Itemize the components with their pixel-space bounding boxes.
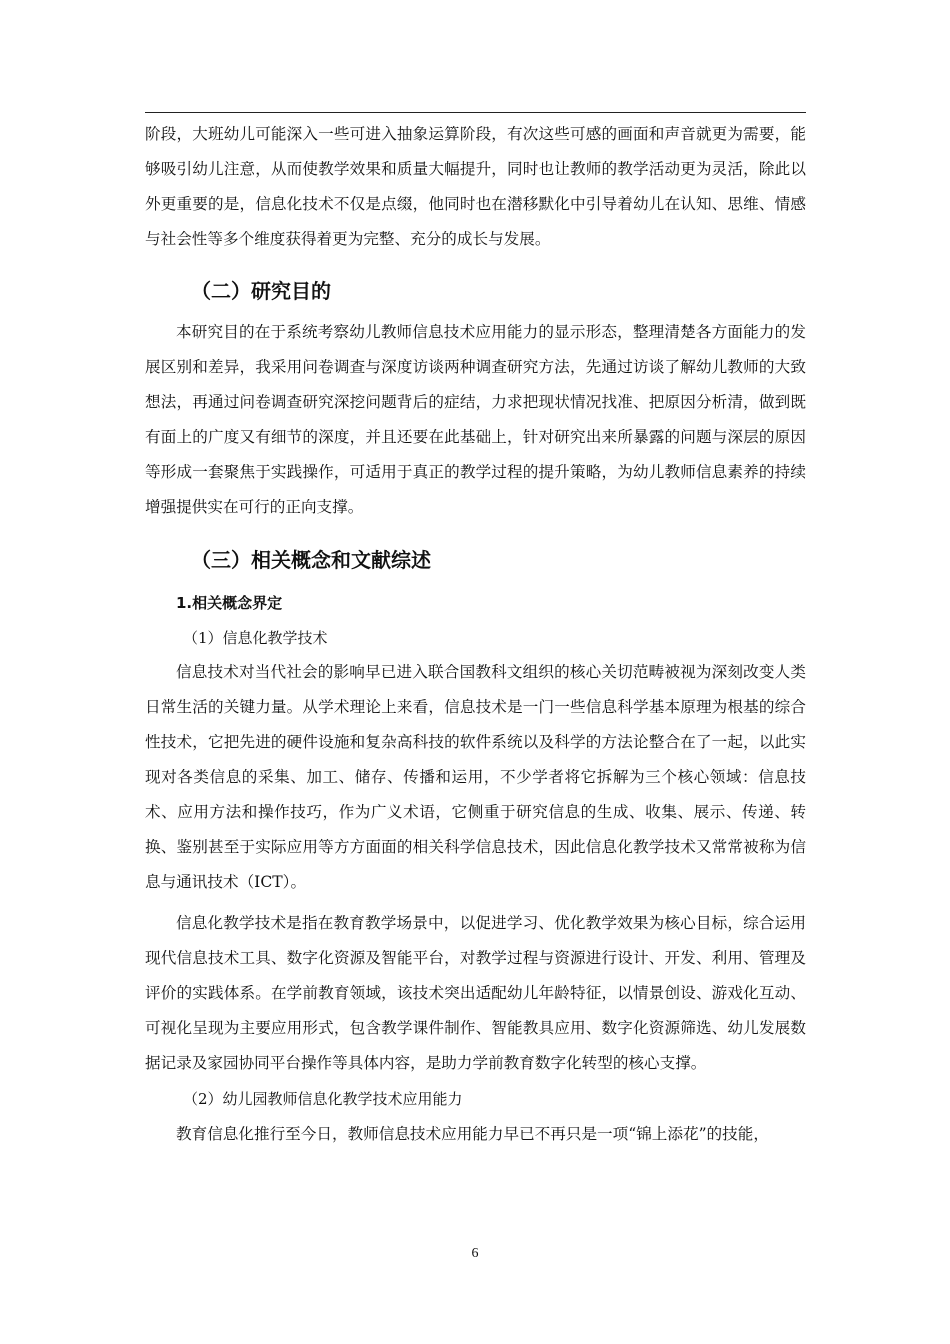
subheading-info-teaching-tech: （1）信息化教学技术 [183,629,328,647]
page-body [145,117,806,1152]
paragraph-3: 信息技术对当代社会的影响早已进入联合国教科文组织的核心关切范畴被视为深刻改变人类日常生活的关键力量。从学术理论上来看，信息技术是一门一些信息科学基本原理为根基的综合性技术，它把先进的硬件设施和复杂高科技的软件系统以及科学的方法论整合在了一起，以此实现对各类信息的采集、加工、储存、传播和运用，不少学者将它拆解为三个核心领域：信息技术、应用方法和操作技巧，作为广义术语，它侧重于研究信息的生成、收集、展示、传递、转换、鉴别甚至于实际应用等方方面面的相关科学信息技术，因此信息化教学技术又常常被称为信息与通讯技术（ICT）。 [145,663,806,891]
paragraph-4: 信息化教学技术是指在教育教学场景中，以促进学习、优化教学效果为核心目标，综合运用现代信息技术工具、数字化资源及智能平台，对教学过程与资源进行设计、开发、利用、管理及评价的实践体系。在学前教育领域，该技术突出适配幼儿年龄特征，以情景创设、游戏化互动、可视化呈现为主要应用形式，包含教学课件制作、智能教具应用、数字化资源筛选、幼儿发展数据记录及家园协同平台操作等具体内容，是助力学前教育数字化转型的核心支撑。 [145,914,806,1072]
paragraph-1: 阶段，大班幼儿可能深入一些可进入抽象运算阶段，有次这些可感的画面和声音就更为需要，能够吸引幼儿注意，从而使教学效果和质量大幅提升，同时也让教师的教学活动更为灵活，除此以外更重要的是，信息化技术不仅是点缀，他同时也在潜移默化中引导着幼儿在认知、思维、情感与社会性等多个维度获得着更为完整、充分的成长与发展。 [145,125,806,248]
subheading-teacher-ability: （2）幼儿园教师信息化教学技术应用能力 [183,1090,463,1108]
heading-research-goal: （二）研究目的 [191,279,331,303]
header-rule [145,112,806,113]
page-number: 6 [471,1246,479,1261]
heading-concepts-review: （三）相关概念和文献综述 [191,548,431,572]
heading-concept-definition: 1.相关概念界定 [176,594,283,612]
paragraph-5: 教育信息化推行至今日，教师信息技术应用能力早已不再只是一项“锦上添花”的技能， [176,1125,769,1143]
paragraph-2: 本研究目的在于系统考察幼儿教师信息技术应用能力的显示形态，整理清楚各方面能力的发展区别和差异，我采用问卷调查与深度访谈两种调查研究方法，先通过访谈了解幼儿教师的大致想法，再通过问卷调查研究深挖问题背后的症结，力求把现状情况找准、把原因分析清，做到既有面上的广度又有细节的深度，并且还要在此基础上，针对研究出来所暴露的问题与深层的原因等形成一套聚焦于实践操作，可适用于真正的教学过程的提升策略，为幼儿教师信息素养的持续增强提供实在可行的正向支撑。 [145,323,806,516]
